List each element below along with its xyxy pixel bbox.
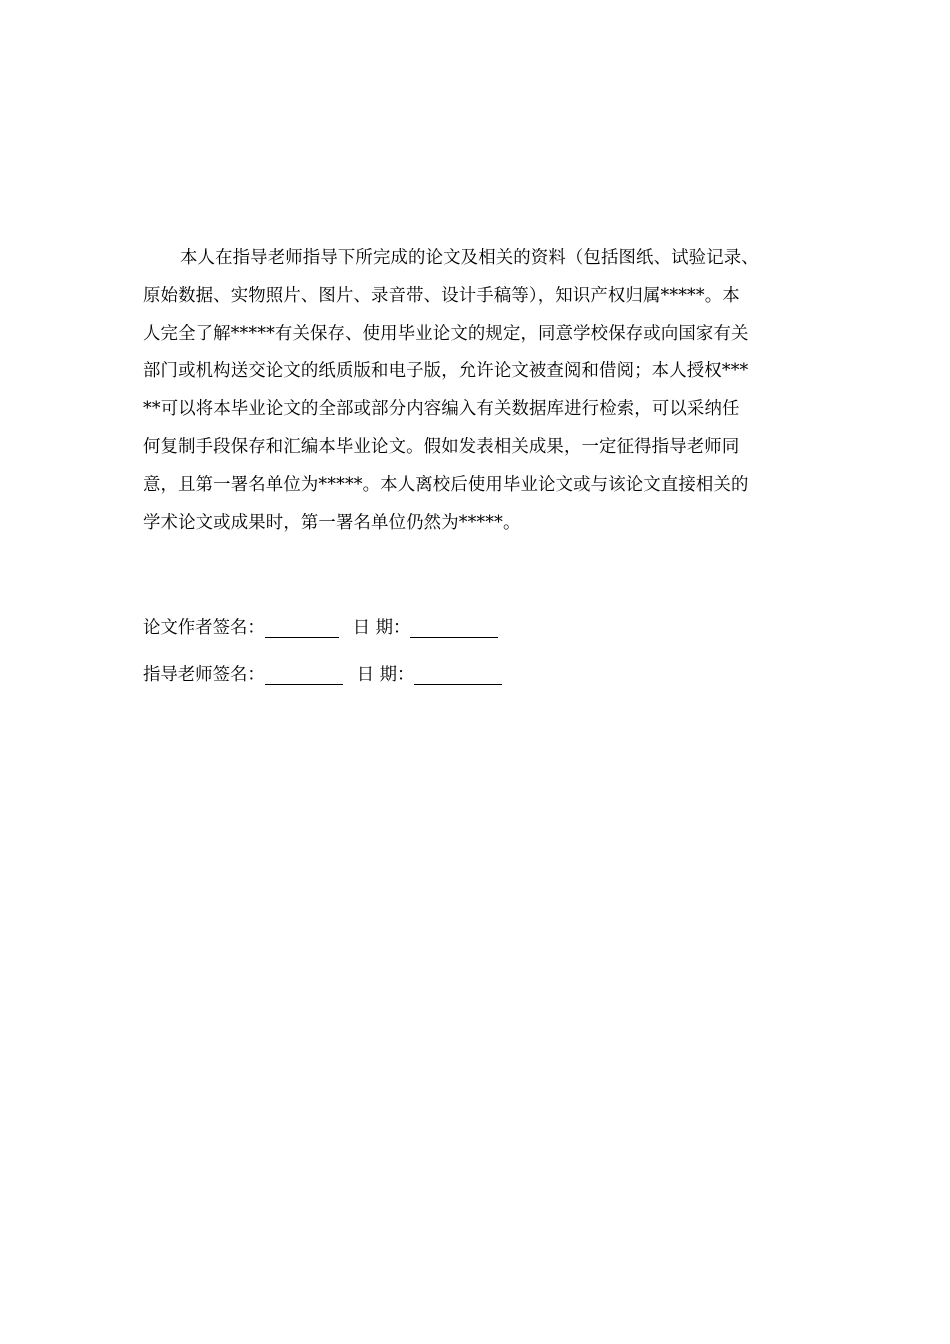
advisor-signature-blank[interactable] [265,660,343,685]
statement-line: 本人在指导老师指导下所完成的论文及相关的资料（包括图纸、试验记录、 [180,248,759,268]
statement-line: 何复制手段保存和汇编本毕业论文。假如发表相关成果，一定征得指导老师同 [143,436,740,457]
statement-line: 学术论文或成果时，第一署名单位仍然为*****。 [143,512,521,533]
advisor-signature-label: 指导老师签名： [143,665,265,685]
author-date-blank[interactable] [410,613,498,638]
copyright-statement [143,240,813,542]
advisor-date-label: 日 期： [356,665,415,685]
statement-line: **可以将本毕业论文的全部或部分内容编入有关数据库进行检索，可以采纳任 [143,399,740,420]
author-signature-label: 论文作者签名： [143,618,265,638]
author-signature-row [143,612,643,644]
statement-line: 原始数据、实物照片、图片、录音带、设计手稿等），知识产权归属*****。本 [143,285,740,306]
author-signature-blank[interactable] [265,613,339,638]
signature-section [143,612,643,706]
statement-line: 部门或机构送交论文的纸质版和电子版，允许论文被查阅和借阅；本人授权*** [143,361,749,382]
advisor-date-blank[interactable] [414,660,502,685]
advisor-signature-row [143,659,643,691]
statement-line: 意，且第一署名单位为*****。本人离校后使用毕业论文或与该论文直接相关的 [143,474,749,495]
author-date-label: 日 期： [352,618,411,638]
statement-line: 人完全了解*****有关保存、使用毕业论文的规定，同意学校保存或向国家有关 [143,323,749,344]
